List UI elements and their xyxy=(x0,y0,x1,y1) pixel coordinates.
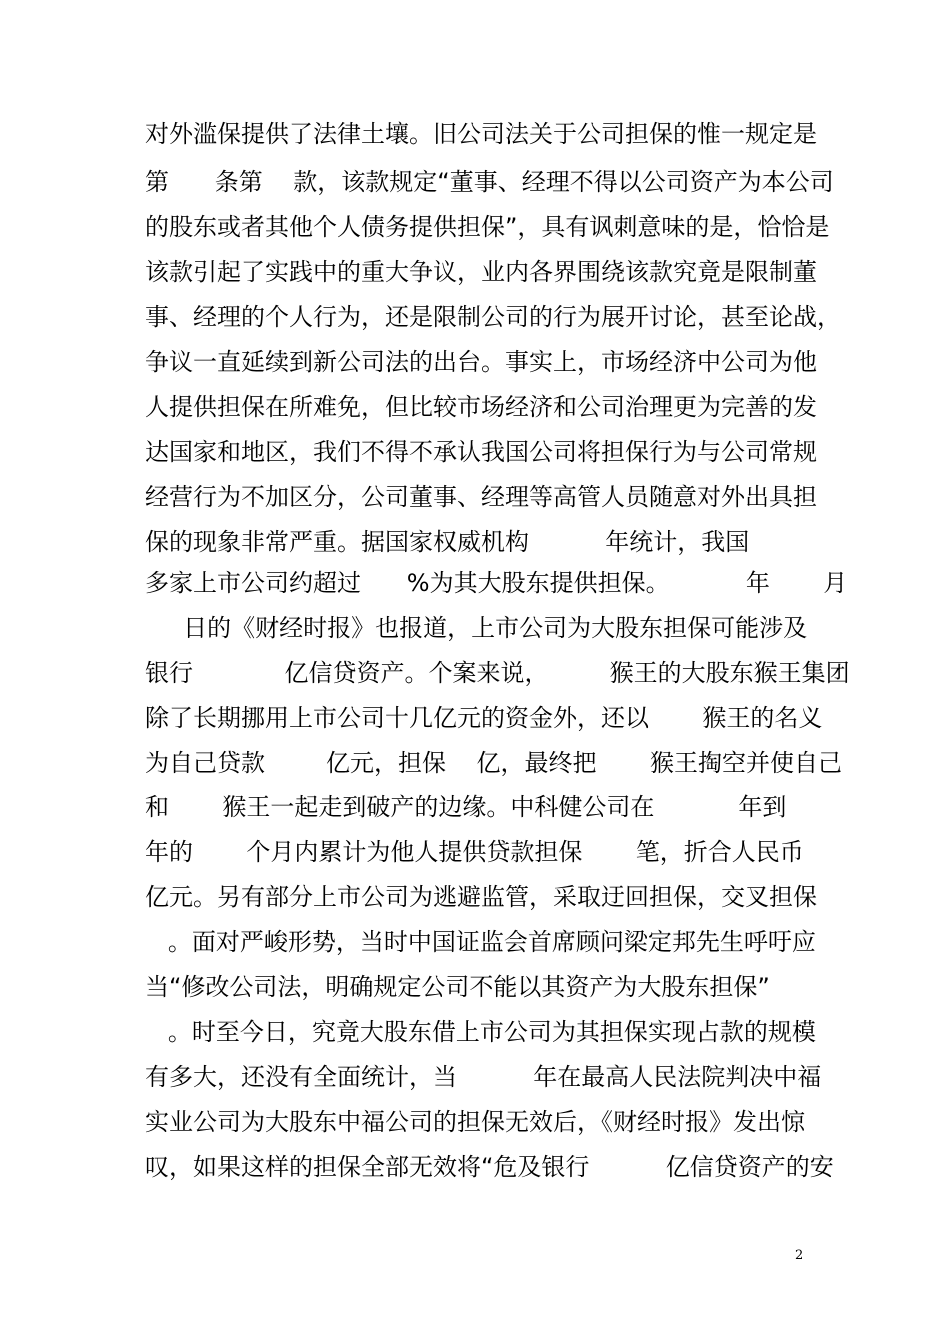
body-text-line: 亿元。另有部分上市公司为逃避监管，采取迂回担保，交叉担保 xyxy=(145,883,817,911)
body-text-line: 年的 个月内累计为他人提供贷款担保 笔，折合人民币 xyxy=(145,838,804,866)
body-text-line: 叹，如果这样的担保全部无效将“危及银行 亿信贷资产的安 xyxy=(145,1153,834,1181)
body-text-line: 保的现象非常严重。据国家权威机构 年统计，我国 xyxy=(145,528,750,556)
body-text-line: 当“修改公司法，明确规定公司不能以其资产为大股东担保” xyxy=(145,973,770,1001)
body-text-line: 和 猴王一起走到破产的边缘。中科健公司在 年到 xyxy=(145,793,787,821)
body-text-line: 经营行为不加区分，公司董事、经理等高管人员随意对外出具担 xyxy=(145,483,817,511)
body-text-line: 多家上市公司约超过 %为其大股东提供担保。 年 月 xyxy=(145,569,848,597)
body-text-line: 达国家和地区，我们不得不承认我国公司将担保行为与公司常规 xyxy=(145,438,817,466)
body-text-line: 第 条第 款，该款规定“董事、经理不得以公司资产为本公司 xyxy=(145,168,834,196)
body-text-line: 。面对严峻形势，当时中国证监会首席顾问梁定邦先生呼吁应 xyxy=(145,928,816,956)
body-text-line: 除了长期挪用上市公司十几亿元的资金外，还以 猴王的名义 xyxy=(145,704,823,732)
body-text-line: 有多大，还没有全面统计，当 年在最高人民法院判决中福 xyxy=(145,1063,822,1091)
body-text-line: 该款引起了实践中的重大争议，业内各界围绕该款究竟是限制董 xyxy=(145,258,817,286)
body-text-line: 争议一直延续到新公司法的出台。事实上，市场经济中公司为他 xyxy=(145,348,817,376)
body-text-line: 。时至今日，究竟大股东借上市公司为其担保实现占款的规模 xyxy=(145,1018,816,1046)
page-number: 2 xyxy=(795,1248,804,1263)
body-text-line: 事、经理的个人行为，还是限制公司的行为展开讨论，甚至论战， xyxy=(145,303,841,331)
body-text-line: 人提供担保在所难免，但比较市场经济和公司治理更为完善的发 xyxy=(145,393,817,421)
body-text-line: 实业公司为大股东中福公司的担保无效后，《财经时报》发出惊 xyxy=(145,1108,805,1136)
body-text-line: 对外滥保提供了法律土壤。旧公司法关于公司担保的惟一规定是 xyxy=(145,120,817,148)
body-text-line: 为自己贷款 亿元，担保 亿，最终把 猴王掏空并使自己 xyxy=(145,749,842,777)
body-text-line: 日的《财经时报》也报道，上市公司为大股东担保可能涉及 xyxy=(145,614,808,642)
body-text-line: 银行 亿信贷资产。个案来说， 猴王的大股东猴王集团 xyxy=(145,659,850,687)
body-text-line: 的股东或者其他个人债务提供担保”，具有讽刺意味的是，恰恰是 xyxy=(145,213,830,241)
